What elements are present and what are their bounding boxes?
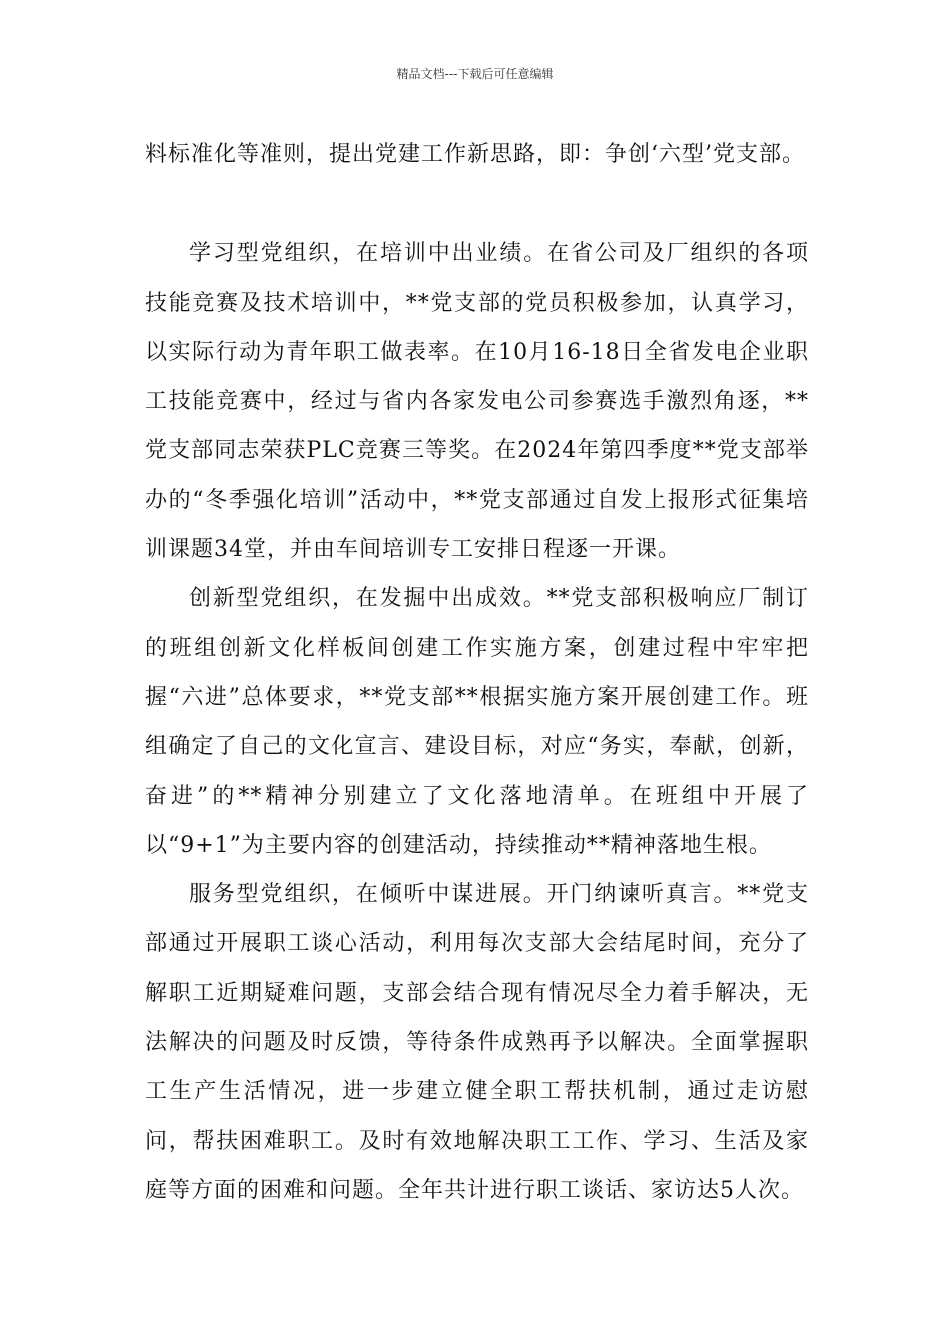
paragraph-continuation: 料标准化等准则，提出党建工作新思路，即：争创‘六型’党支部。	[145, 142, 805, 167]
document-body	[145, 130, 809, 1215]
paragraph-service-party: 服务型党组织，在倾听中谋进展。开门纳谏听真言。**党支部通过开展职工谈心活动，利用每次支部大会结尾时间，充分了解职工近期疑难问题，支部会结合现有情况尽全力着手解决，无法解决的问题及时反馈，等待条件成熟再予以解决。全面掌握职工生产生活情况，进一步建立健全职工帮扶机制，通过走访慰问，帮扶困难职工。及时有效地解决职工工作、学习、生活及家庭等方面的困难和问题。全年共计进行职工谈话、家访达5人次。	[145, 882, 809, 1203]
paragraph-innovation-party: 创新型党组织，在发掘中出成效。**党支部积极响应厂制订的班组创新文化样板间创建工作实施方案，创建过程中牢牢把握“六进”总体要求，**党支部**根据实施方案开展创建工作。班组确定了自己的文化宣言、建设目标，对应“务实，奉献，创新，奋进”的**精神分别建立了文化落地清单。在班组中开展了以“9+1”为主要内容的创建活动，持续推动**精神落地生根。	[145, 586, 809, 858]
page-header: 精品文档---下载后可任意编辑	[396, 67, 554, 81]
paragraph-learning-party: 学习型党组织，在培训中出业绩。在省公司及厂组织的各项技能竞赛及技术培训中，**党支部的党员积极参加，认真学习，以实际行动为青年职工做表率。在10月16-18日全省发电企业职工技能竞赛中，经过与省内各家发电公司参赛选手激烈角逐，**党支部同志荣获PLC竞赛三等奖。在2024年第四季度**党支部举办的“冬季强化培训”活动中，**党支部通过自发上报形式征集培训课题34堂，并由车间培训专工安排日程逐一开课。	[145, 241, 809, 563]
